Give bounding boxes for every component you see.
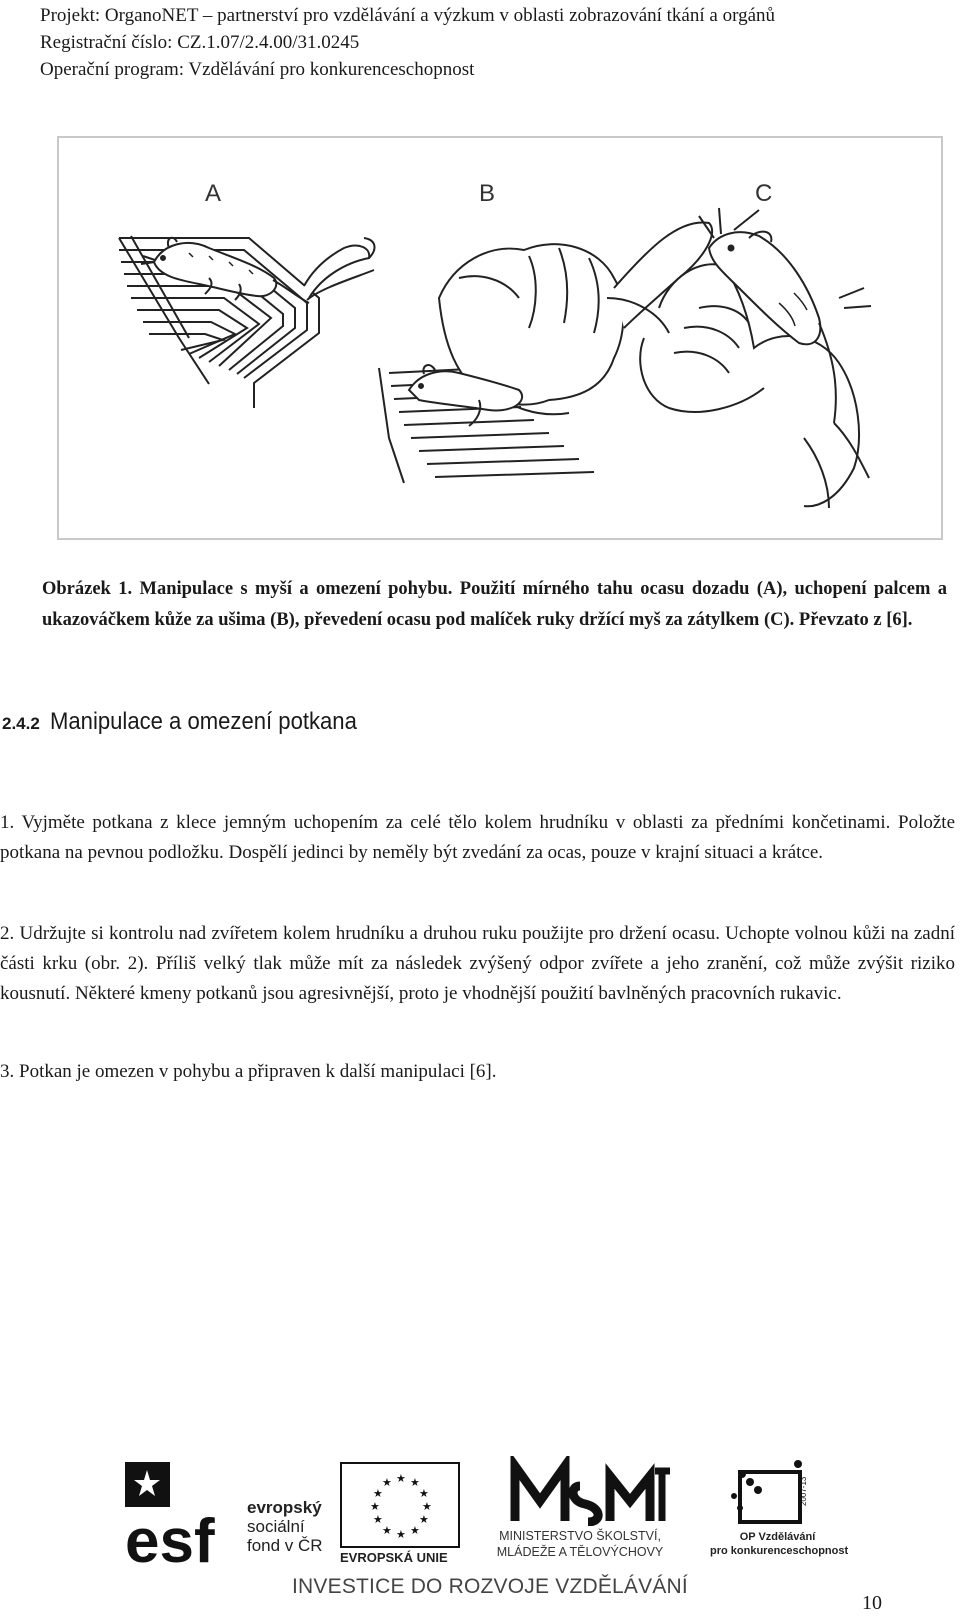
panel-label-a: A — [205, 180, 222, 207]
svg-text:★: ★ — [382, 1476, 392, 1489]
mouse-handling-illustration — [59, 138, 941, 538]
msmt-logo — [470, 1456, 690, 1566]
paragraph-step-1: 1. Vyjměte potkana z klece jemným uchopením za celé tělo kolem hrudníku v oblasti za předními končetinami. Položte potkana na pevnou podložku. Dospělí jedinci by neměly být zvedání za ocas, pouze v krajní situaci a krátce. — [0, 812, 955, 863]
hand-c — [640, 264, 859, 508]
page-number: 10 — [862, 1592, 882, 1614]
fingers-a — [304, 238, 374, 300]
paragraph-step-2: 2. Udržujte si kontrolu nad zvířetem kolem hrudníku a druhou ruku použijte pro držení ocasu. Uchopte volnou kůži na zadní části krku (obr. 2). Příliš velký tlak může mít za následek zvýšený odpor zvířete a jeho zranění, což může zvýšit riziko kousnutí. Některé kmeny potkanů jsou agresivnější, proto je vhodnější použití bavlněných pracovních rukavic. — [0, 923, 955, 1004]
msmt-label-line1: MINISTERSTVO ŠKOLSTVÍ, — [499, 1529, 661, 1543]
msmt-mark-icon — [510, 1456, 670, 1526]
eu-logo — [340, 1462, 465, 1572]
svg-text:★: ★ — [410, 1524, 420, 1537]
panel-label-c: C — [755, 180, 773, 207]
op-logo — [710, 1452, 849, 1572]
footer-slogan: INVESTICE DO ROZVOJE VZDĚLÁVÁNÍ — [292, 1575, 688, 1598]
svg-text:2007-13: 2007-13 — [799, 1476, 808, 1506]
figure-caption: Obrázek 1. Manipulace s myší a omezení pohybu. Použití mírného tahu ocasu dozadu (A), uchopení palcem a ukazováčkem kůže za ušima (B), převedení ocasu pod malíček ruky držící myš za zátylkem (C). Převzato z [6]. — [42, 579, 947, 630]
eu-label: EVROPSKÁ UNIE — [340, 1550, 448, 1565]
header-project-line: Projekt: OrganoNET – partnerství pro vzdělávání a výzkum v oblasti zobrazování tkání a orgánů — [40, 5, 775, 26]
panel-a-drawing — [119, 236, 374, 408]
svg-text:★: ★ — [370, 1500, 380, 1513]
svg-text:★: ★ — [373, 1487, 383, 1500]
esf-logo — [125, 1462, 335, 1572]
esf-label-line3: fond v ČR — [247, 1536, 323, 1555]
header-program-line: Operační program: Vzdělávání pro konkurenceschopnost — [40, 59, 475, 80]
header-registration-line: Registrační číslo: CZ.1.07/2.4.00/31.0245 — [40, 32, 360, 53]
op-label-line2: pro konkurenceschopnost — [710, 1545, 849, 1557]
svg-text:★: ★ — [422, 1500, 432, 1513]
eu-flag-icon — [340, 1462, 460, 1548]
msmt-label-line2: MLÁDEŽE A TĚLOVÝCHOVY — [496, 1545, 664, 1559]
paragraph-step-3: 3. Potkan je omezen v pohybu a připraven k další manipulaci [6]. — [0, 1061, 497, 1082]
svg-text:★: ★ — [410, 1476, 420, 1489]
footer-logo-bar — [125, 1462, 849, 1582]
figure-frame — [57, 136, 943, 540]
document-header — [40, 2, 940, 83]
svg-text:★: ★ — [396, 1528, 406, 1541]
op-label-line1: OP Vzdělávání — [739, 1531, 816, 1543]
op-mark-icon — [720, 1452, 820, 1527]
panel-label-b: B — [479, 180, 496, 207]
section-title: Manipulace a omezení potkana — [50, 708, 358, 735]
svg-text:★: ★ — [396, 1472, 406, 1485]
svg-text:★: ★ — [419, 1487, 429, 1500]
section-heading — [2, 708, 384, 736]
esf-label-line1: evropský — [247, 1498, 322, 1517]
panel-b-drawing — [379, 222, 712, 483]
svg-text:★: ★ — [382, 1524, 392, 1537]
svg-text:★: ★ — [373, 1513, 383, 1526]
esf-mark-icon — [125, 1462, 245, 1572]
esf-label-line2: sociální — [247, 1517, 305, 1536]
section-number: 2.4.2 — [2, 714, 40, 733]
svg-text:★: ★ — [419, 1513, 429, 1526]
mouse-a — [141, 238, 309, 303]
esf-mark-text: esf — [125, 1507, 215, 1572]
